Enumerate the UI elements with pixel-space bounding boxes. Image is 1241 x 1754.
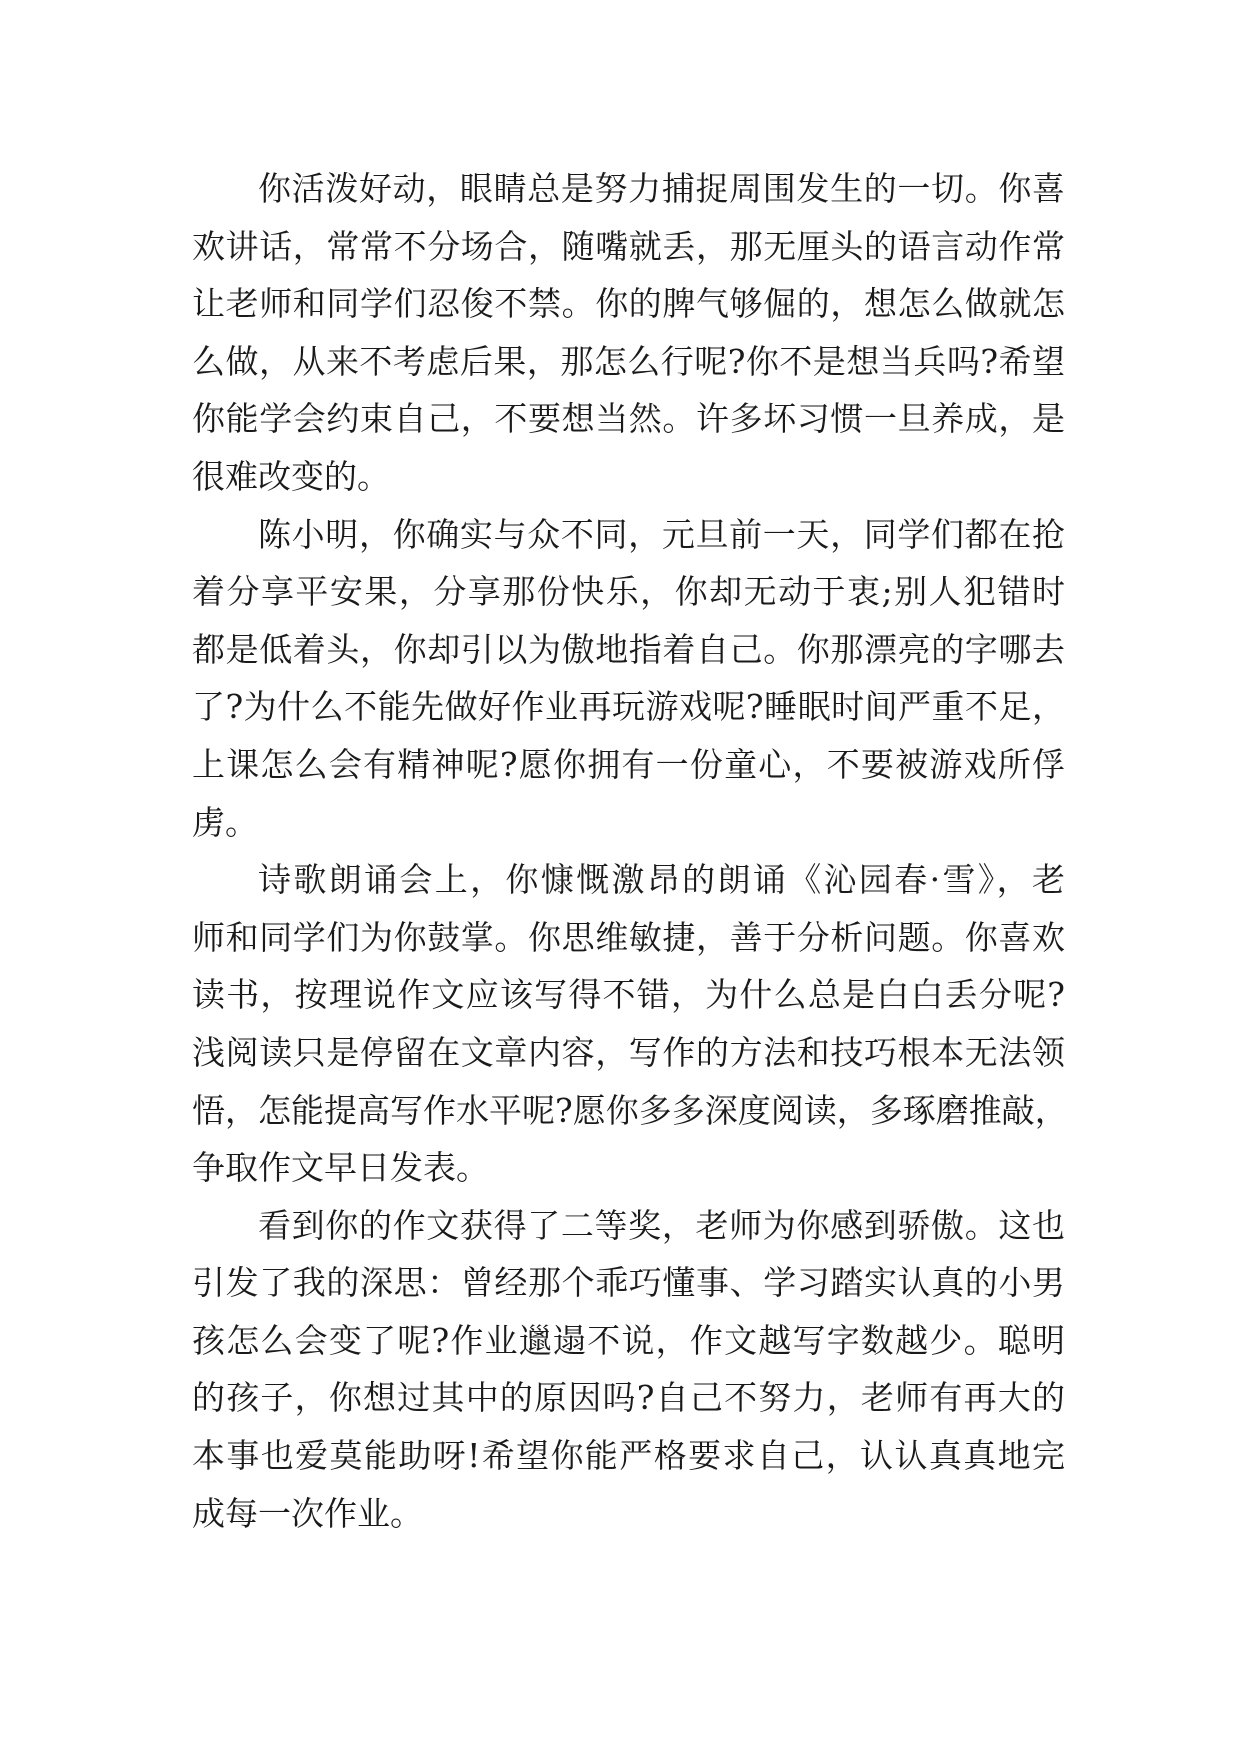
text-line: 浅阅读只是停留在文章内容，写作的方法和技巧根本无法领 — [192, 1032, 1065, 1072]
text-line: 本事也爱莫能助呀!希望你能严格要求自己，认认真真地完 — [192, 1436, 1065, 1476]
text-line: 孩怎么会变了呢?作业邋遢不说，作文越写字数越少。聪明 — [192, 1320, 1065, 1360]
paragraph-2 — [192, 506, 1065, 852]
text-line: 争取作文早日发表。 — [192, 1148, 489, 1188]
paragraph-1 — [192, 160, 1065, 506]
text-line: 成每一次作业。 — [192, 1493, 423, 1533]
document-body — [192, 160, 1068, 1542]
text-line: 欢讲话，常常不分场合，随嘴就丢，那无厘头的语言动作常 — [192, 226, 1065, 266]
text-line: 悟，怎能提高写作水平呢?愿你多多深度阅读，多琢磨推敲， — [192, 1090, 1068, 1130]
text-line: 引发了我的深思：曾经那个乖巧懂事、学习踏实认真的小男 — [192, 1263, 1065, 1303]
text-line: 着分享平安果，分享那份快乐，你却无动于衷;别人犯错时 — [192, 572, 1065, 612]
text-line: 师和同学们为你鼓掌。你思维敏捷，善于分析问题。你喜欢 — [192, 917, 1065, 957]
text-line: 都是低着头，你却引以为傲地指着自己。你那漂亮的字哪去 — [192, 629, 1065, 669]
paragraph-3 — [192, 851, 1068, 1197]
text-line: 你活泼好动，眼睛总是努力捕捉周围发生的一切。你喜 — [258, 169, 1065, 208]
text-line: 了?为什么不能先做好作业再玩游戏呢?睡眠时间严重不足， — [192, 687, 1065, 727]
paragraph-4 — [192, 1197, 1065, 1543]
text-line: 虏。 — [192, 802, 258, 842]
text-line: 陈小明，你确实与众不同，元旦前一天，同学们都在抢 — [258, 514, 1065, 554]
text-line: 诗歌朗诵会上，你慷慨激昂的朗诵《沁园春·雪》，老 — [258, 860, 1065, 900]
text-line: 么做，从来不考虑后果，那怎么行呢?你不是想当兵吗?希望 — [192, 341, 1065, 381]
text-line: 让老师和同学们忍俊不禁。你的脾气够倔的，想怎么做就怎 — [192, 284, 1065, 324]
text-line: 看到你的作文获得了二等奖，老师为你感到骄傲。这也 — [258, 1205, 1065, 1245]
text-line: 的孩子，你想过其中的原因吗?自己不努力，老师有再大的 — [192, 1378, 1065, 1418]
text-line: 读书，按理说作文应该写得不错，为什么总是白白丢分呢? — [192, 975, 1065, 1015]
text-line: 上课怎么会有精神呢?愿你拥有一份童心，不要被游戏所俘 — [192, 744, 1065, 784]
text-line: 很难改变的。 — [192, 456, 390, 496]
text-line: 你能学会约束自己，不要想当然。许多坏习惯一旦养成，是 — [192, 399, 1065, 439]
